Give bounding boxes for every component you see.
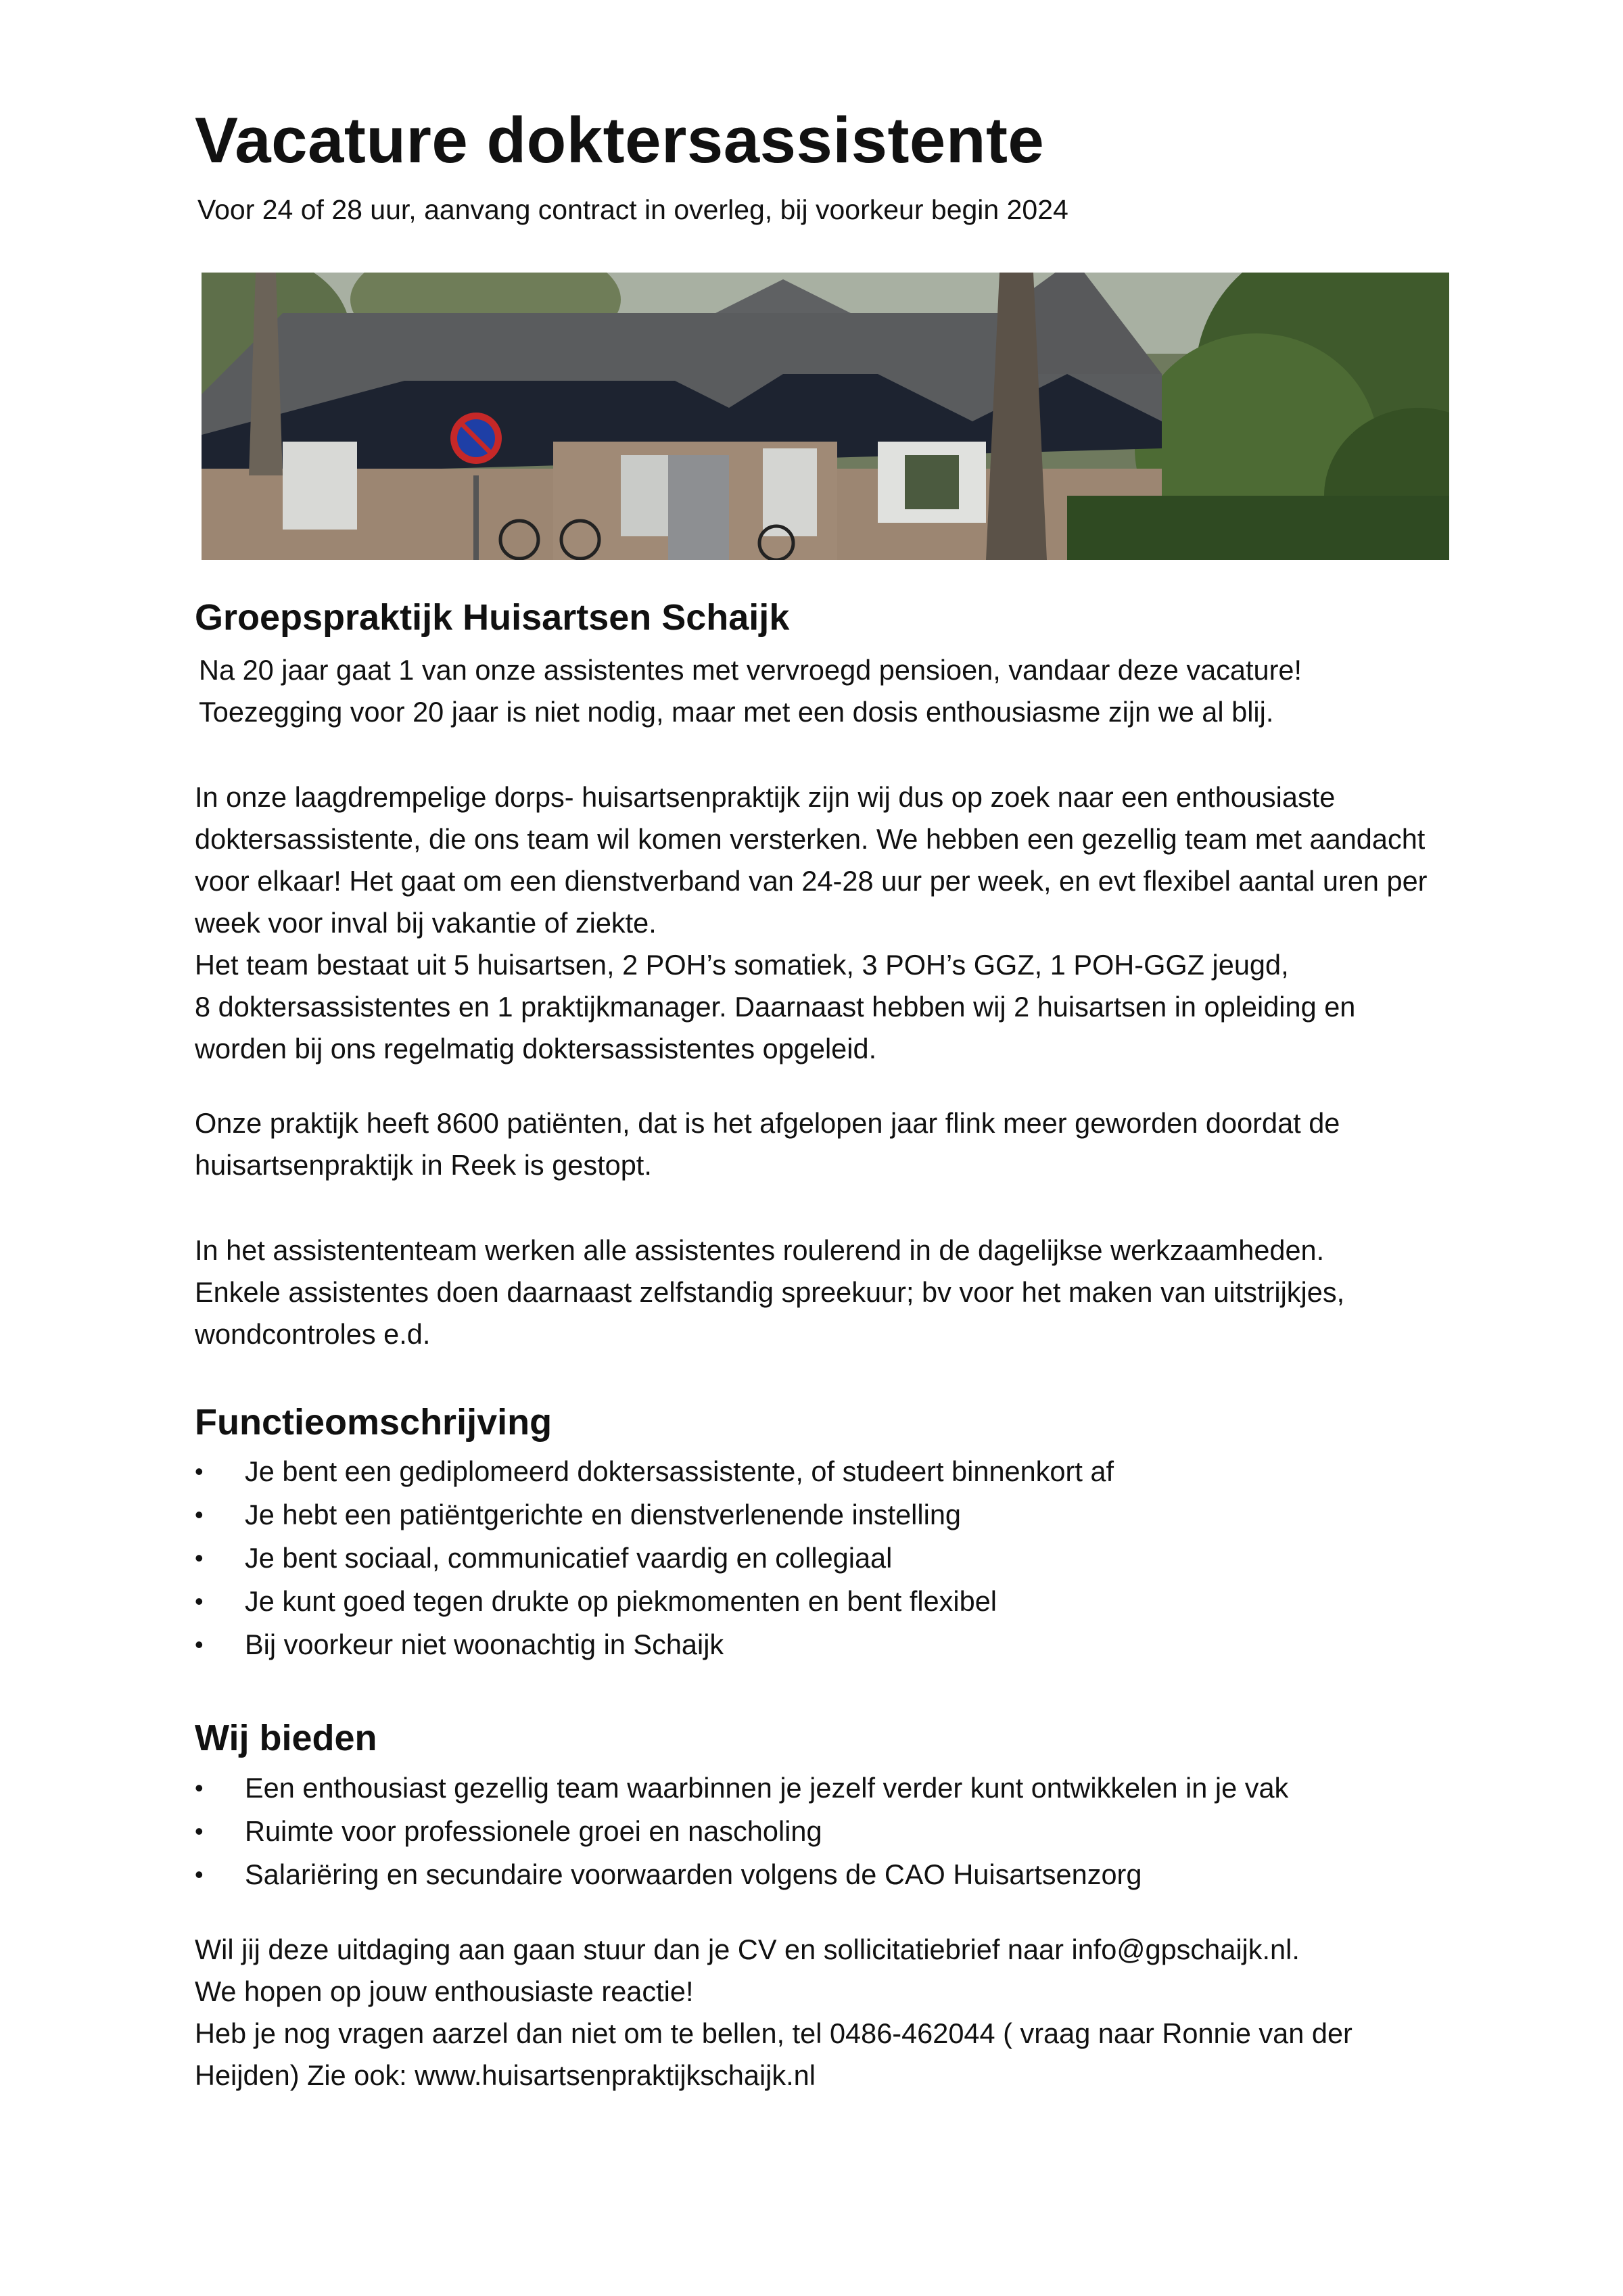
intro-paragraph — [199, 649, 1551, 733]
list-item-text: Bij voorkeur niet woonachtig in Schaijk — [245, 1629, 724, 1660]
team-paragraph — [195, 776, 1547, 1070]
list-item — [195, 1580, 1114, 1623]
list-item — [195, 1493, 1114, 1537]
list-item-text: Je kunt goed tegen drukte op piekmomenten en bent flexibel — [245, 1585, 997, 1617]
bullet-icon: • — [195, 1774, 204, 1802]
bullet-icon: • — [195, 1587, 204, 1615]
list-item-text: Ruimte voor professionele groei en nascholing — [245, 1815, 822, 1847]
offer-list — [195, 1766, 1288, 1896]
team-line: voor elkaar! Het gaat om een dienstverband van 24-28 uur per week, en evt flexibel aantal uren per — [195, 865, 1428, 897]
list-item — [195, 1450, 1114, 1493]
patients-paragraph — [195, 1102, 1547, 1186]
closing-paragraph — [195, 1929, 1547, 2096]
bullet-icon: • — [195, 1860, 204, 1888]
patients-line: huisartsenpraktijk in Reek is gestopt. — [195, 1149, 652, 1181]
closing-line: We hopen op jouw enthousiaste reactie! — [195, 1975, 694, 2007]
bullet-icon: • — [195, 1544, 204, 1572]
list-item — [195, 1623, 1114, 1666]
bullet-icon: • — [195, 1501, 204, 1528]
intro-line: Toezegging voor 20 jaar is niet nodig, maar met een dosis enthousiasme zijn we al blij. — [199, 696, 1274, 728]
team-line: worden bij ons regelmatig doktersassistentes opgeleid. — [195, 1033, 877, 1064]
assistants-paragraph — [195, 1229, 1547, 1355]
bullet-icon: • — [195, 1817, 204, 1845]
team-line: Het team bestaat uit 5 huisartsen, 2 POH’s somatiek, 3 POH’s GGZ, 1 POH-GGZ jeugd, — [195, 949, 1289, 981]
offer-heading: Wij bieden — [195, 1718, 377, 1758]
page-title: Vacature doktersassistente — [195, 104, 1045, 177]
list-item-text: Je bent een gediplomeerd doktersassistente, of studeert binnenkort af — [245, 1455, 1114, 1487]
assistants-line: wondcontroles e.d. — [195, 1318, 431, 1350]
team-line: doktersassistente, die ons team wil komen versterken. We hebben een gezellig team met aandacht — [195, 823, 1426, 855]
list-item-text: Een enthousiast gezellig team waarbinnen je jezelf verder kunt ontwikkelen in je vak — [245, 1772, 1289, 1804]
assistants-line: Enkele assistentes doen daarnaast zelfstandig spreekuur; bv voor het maken van uitstrijkjes, — [195, 1276, 1345, 1308]
list-item — [195, 1537, 1114, 1580]
patients-line: Onze praktijk heeft 8600 patiënten, dat is het afgelopen jaar flink meer geworden doordat de — [195, 1107, 1340, 1139]
page-subtitle: Voor 24 of 28 uur, aanvang contract in overleg, bij voorkeur begin 2024 — [197, 194, 1068, 225]
intro-line: Na 20 jaar gaat 1 van onze assistentes met vervroegd pensioen, vandaar deze vacature! — [199, 654, 1302, 686]
closing-line: Heijden) Zie ook: www.huisartsenpraktijkschaijk.nl — [195, 2059, 816, 2091]
list-item — [195, 1853, 1288, 1896]
list-item-text: Salariëring en secundaire voorwaarden volgens de CAO Huisartsenzorg — [245, 1858, 1142, 1890]
bullet-icon: • — [195, 1631, 204, 1658]
practice-building-photo — [202, 273, 1449, 560]
list-item-text: Je bent sociaal, communicatief vaardig en collegiaal — [245, 1542, 893, 1574]
function-list — [195, 1450, 1114, 1666]
closing-line: Wil jij deze uitdaging aan gaan stuur dan je CV en sollicitatiebrief naar info@gpschaijk.nl. — [195, 1934, 1300, 1965]
list-item — [195, 1766, 1288, 1810]
closing-line: Heb je nog vragen aarzel dan niet om te bellen, tel 0486-462044 ( vraag naar Ronnie van der — [195, 2017, 1352, 2049]
assistants-line: In het assistententeam werken alle assistentes roulerend in de dagelijkse werkzaamheden. — [195, 1234, 1325, 1266]
list-item — [195, 1810, 1288, 1853]
list-item-text: Je hebt een patiëntgerichte en dienstverlenende instelling — [245, 1499, 961, 1530]
building-illustration — [202, 273, 1449, 560]
team-line: 8 doktersassistentes en 1 praktijkmanager. Daarnaast hebben wij 2 huisartsen in opleiding en — [195, 991, 1356, 1023]
team-line: week voor inval bij vakantie of ziekte. — [195, 907, 657, 939]
bullet-icon: • — [195, 1457, 204, 1485]
team-line: In onze laagdrempelige dorps- huisartsenpraktijk zijn wij dus op zoek naar een enthousiaste — [195, 781, 1336, 813]
practice-heading: Groepspraktijk Huisartsen Schaijk — [195, 597, 790, 638]
function-heading: Functieomschrijving — [195, 1402, 552, 1443]
